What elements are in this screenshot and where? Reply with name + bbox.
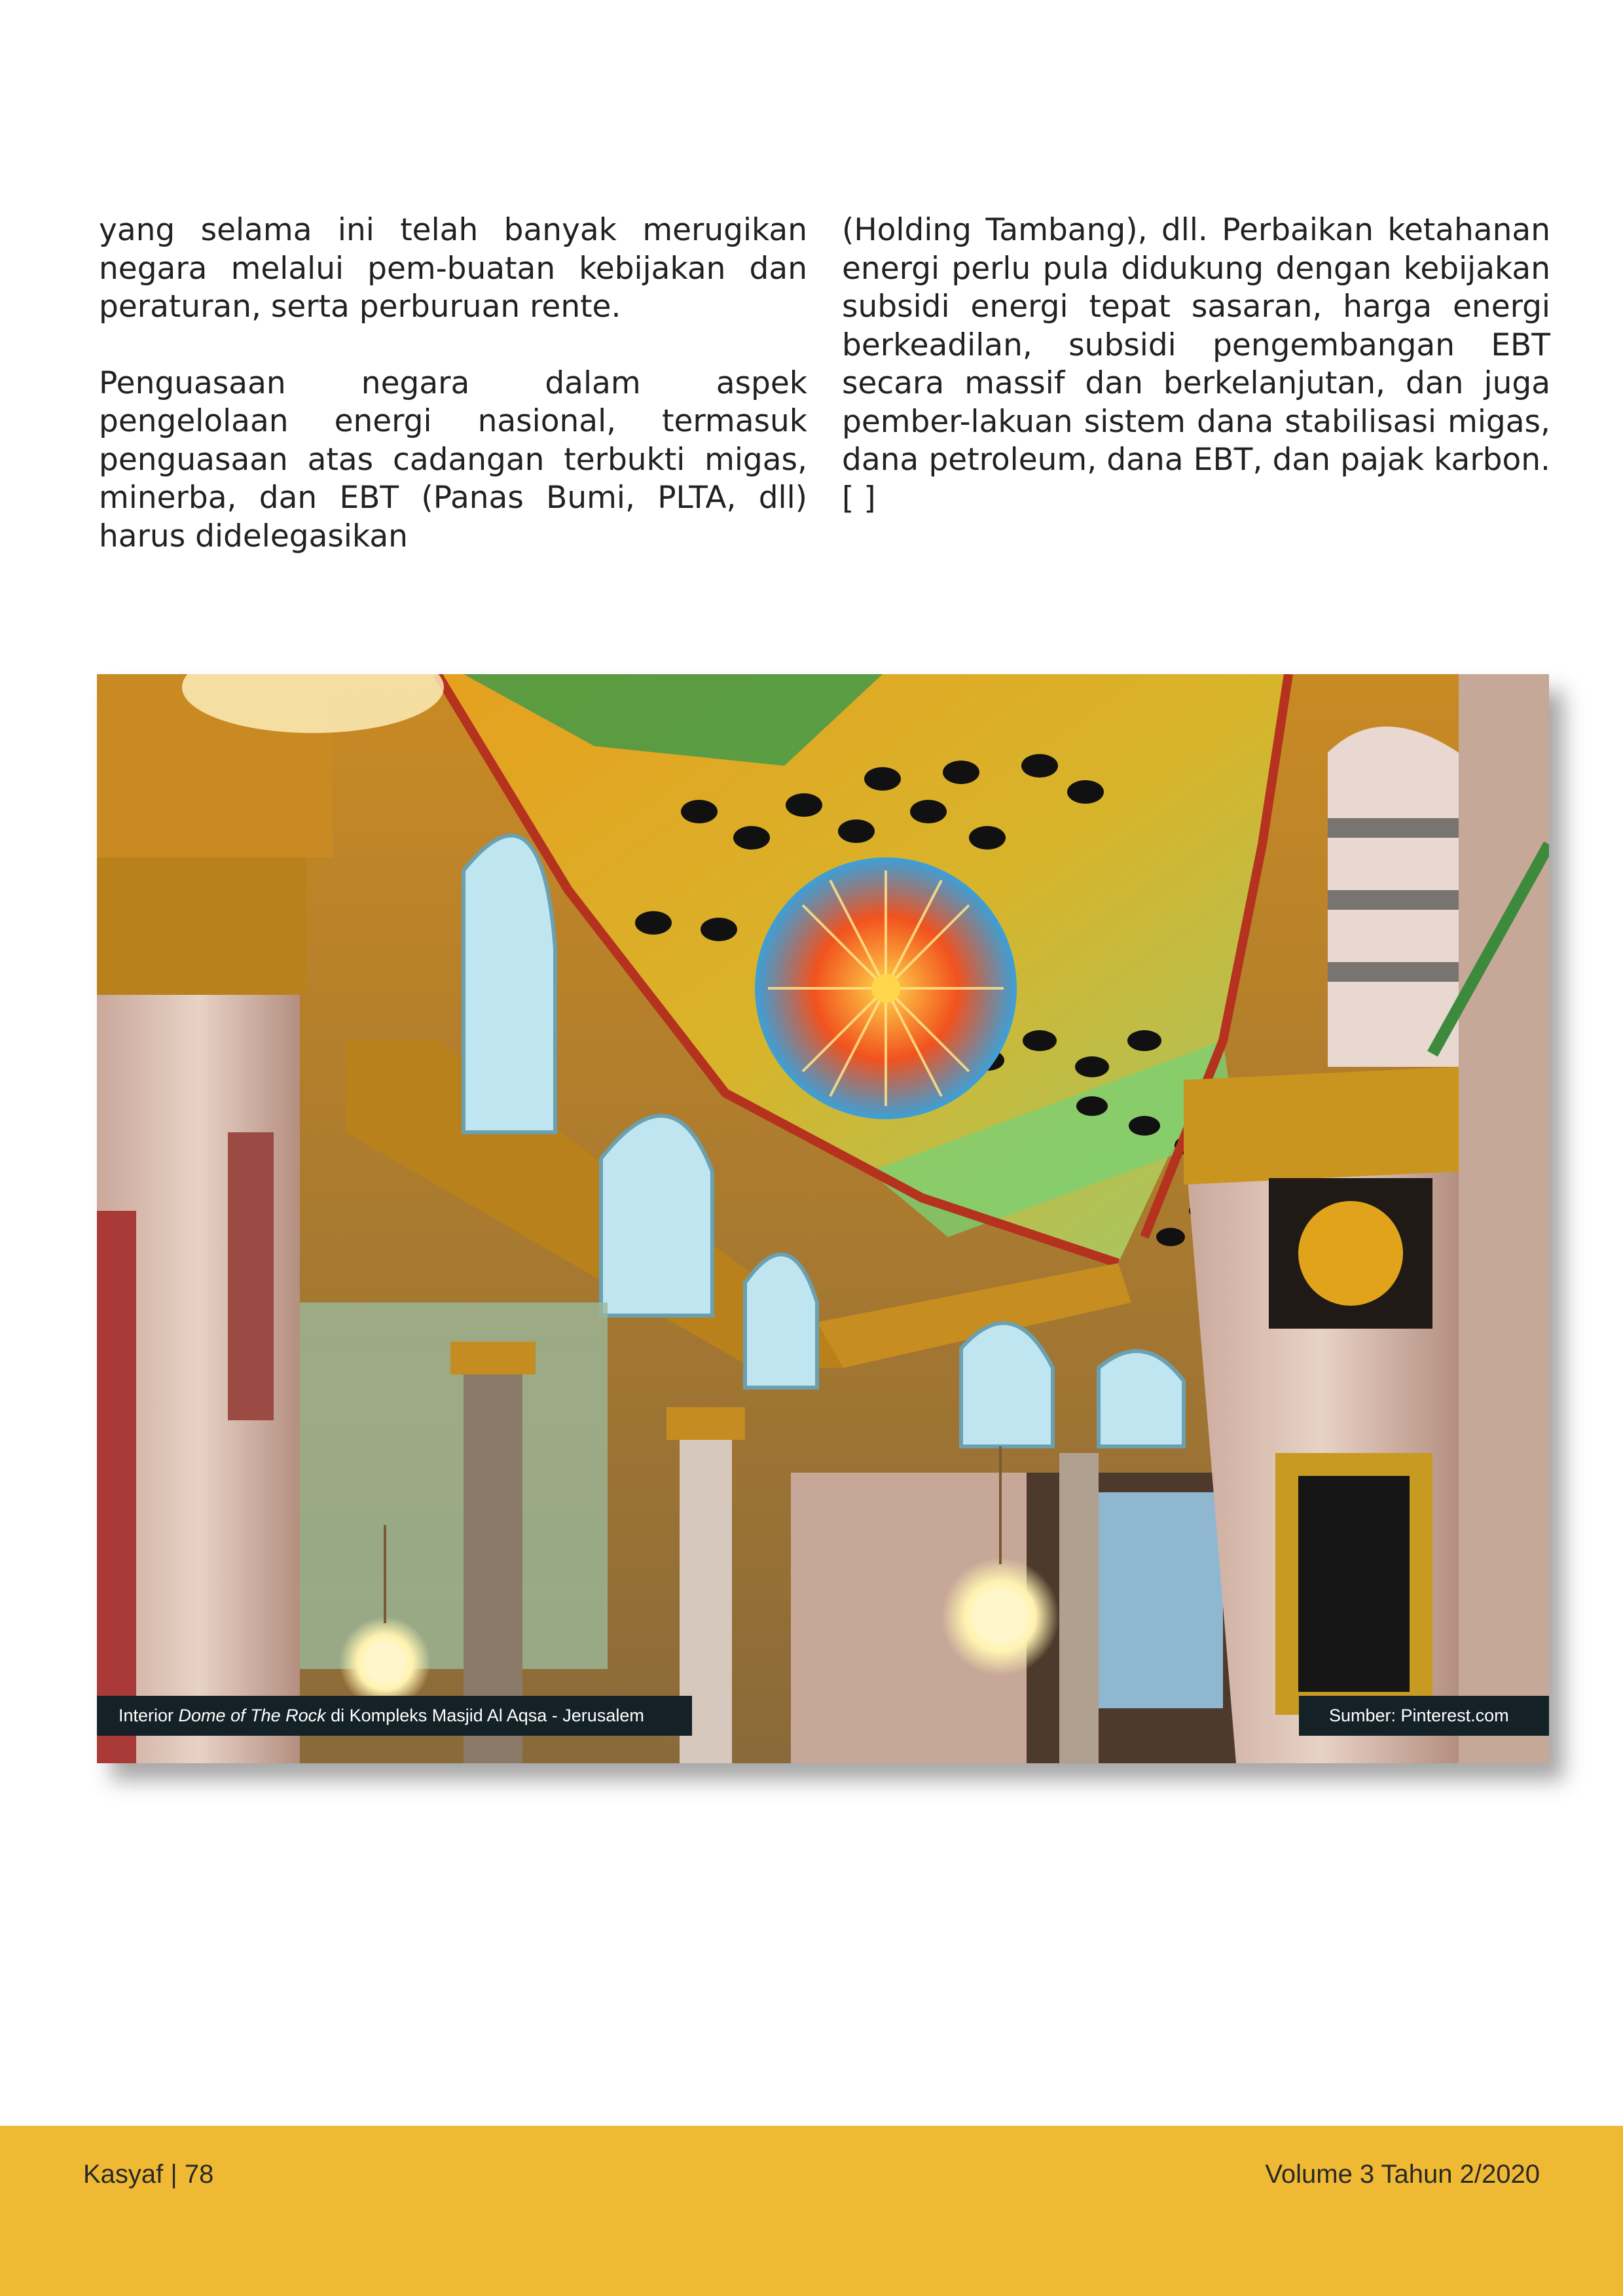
paragraph: (Holding Tambang), dll. Perbaikan ketahanan energi perlu pula didukung dengan kebijakan subsidi energi tepat sasaran, harga energi berkeadilan, subsidi pengembangan EBT secara massif dan berkelanjutan, dan juga pember-lakuan sistem dana stabilisasi migas, dana petroleum, dana EBT, dan pajak karbon. [ ] — [842, 212, 1550, 516]
paragraph: Penguasaan negara dalam aspek pengelolaan energi nasional, termasuk penguasaan atas cadangan terbukti migas, minerba, dan EBT (Panas Bumi, PLTA, dll) harus didelegasikan — [99, 365, 807, 554]
rosette-medallion — [1298, 1201, 1403, 1306]
photo-caption — [97, 1696, 692, 1736]
photo-source: Sumber: Pinterest.com — [1299, 1696, 1549, 1736]
caption-title-emphasis: Dome of The Rock — [178, 1706, 326, 1725]
footer-volume-label: Volume 3 Tahun 2/2020 — [1265, 2160, 1540, 2189]
mosque-interior-illustration — [97, 674, 1549, 1763]
caption-suffix: di Kompleks Masjid Al Aqsa - Jerusalem — [325, 1706, 644, 1725]
text-column-right — [842, 211, 1550, 518]
interior-photo — [97, 674, 1549, 1763]
text-column-left — [99, 211, 807, 556]
stone-column — [1059, 1453, 1099, 1763]
footer-page-label: Kasyaf | 78 — [83, 2160, 214, 2189]
caption-prefix: Interior — [119, 1706, 179, 1725]
footer-band — [0, 2126, 1623, 2296]
paragraph: yang selama ini telah banyak merugikan negara melalui pem-buatan kebijakan dan peraturan, serta perburuan rente. — [99, 212, 807, 325]
